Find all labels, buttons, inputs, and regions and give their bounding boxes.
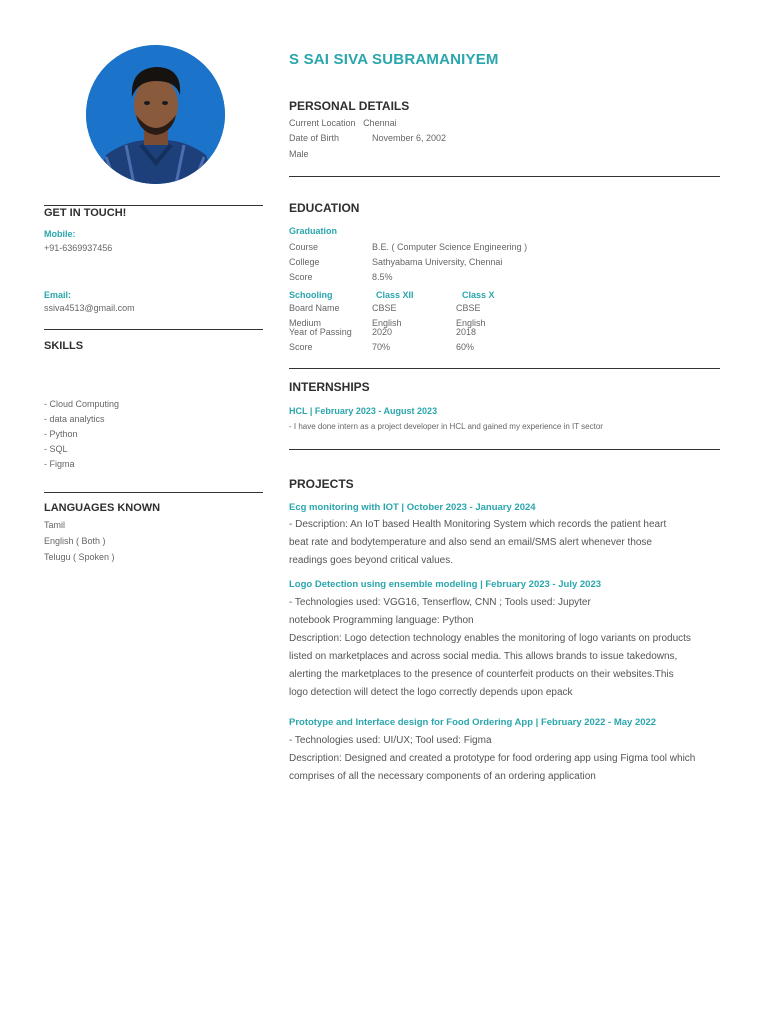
personal-row-dob — [289, 133, 339, 143]
project-line: - Description: An IoT based Health Monitoring System which records the patient heart — [289, 519, 667, 530]
contact-heading: GET IN TOUCH! — [44, 207, 127, 219]
class10-label: Class X — [462, 290, 495, 300]
project-line: logo detection will detect the logo correctly depends upon epack — [289, 687, 573, 698]
medium-c10: English — [456, 318, 486, 328]
mobile-label: Mobile: — [44, 229, 76, 239]
languages-list — [44, 520, 115, 568]
project-line: notebook Programming language: Python — [289, 615, 474, 626]
location-value: Chennai — [363, 118, 397, 128]
class12-label: Class XII — [376, 290, 414, 300]
project-3-heading: Prototype and Interface design for Food Ordering App | February 2022 - May 2022 — [289, 717, 657, 728]
list-item: - Figma — [44, 459, 75, 469]
score-value: 8.5% — [372, 272, 393, 282]
divider — [44, 329, 263, 330]
skills-heading: SKILLS — [44, 340, 84, 352]
divider — [289, 176, 720, 177]
education-heading: EDUCATION — [289, 201, 360, 215]
project-2-heading: Logo Detection using ensemble modeling | February 2023 - July 2023 — [289, 579, 602, 590]
project-line: Description: Logo detection technology enables the monitoring of logo variants on products — [289, 633, 691, 644]
languages-heading: LANGUAGES KNOWN — [44, 502, 161, 514]
personal-row-location — [289, 118, 397, 128]
year-label: Year of Passing — [289, 327, 352, 337]
profile-photo — [86, 45, 225, 184]
board-label: Board Name — [289, 303, 340, 313]
project-1-body — [289, 516, 729, 570]
list-item: - data analytics — [44, 414, 105, 424]
personal-details-heading: PERSONAL DETAILS — [289, 99, 410, 113]
project-line: Description: Designed and created a prototype for food ordering app using Figma tool which — [289, 753, 696, 764]
internships-heading: INTERNSHIPS — [289, 380, 370, 394]
project-line: beat rate and bodytemperature and also send an email/SMS alert whenever those — [289, 537, 652, 548]
project-line: comprises of all the necessary components of an ordering application — [289, 771, 596, 782]
gender-value: Male — [289, 149, 309, 159]
project-line: alerting the marketplaces to the presence of counterfeit products on their websites.This — [289, 669, 674, 680]
internship-detail: - I have done intern as a project developer in HCL and gained my experience in IT sector — [289, 422, 603, 431]
divider — [289, 368, 720, 369]
skills-list — [44, 399, 119, 474]
college-value: Sathyabama University, Chennai — [372, 257, 503, 267]
course-label: Course — [289, 242, 319, 252]
project-1-heading: Ecg monitoring with IOT | October 2023 - January 2024 — [289, 502, 536, 513]
school-score-c12: 70% — [372, 342, 391, 352]
college-label: College — [289, 257, 320, 267]
divider — [44, 205, 263, 206]
list-item: - Cloud Computing — [44, 399, 120, 409]
list-item: - Python — [44, 429, 78, 439]
project-line: listed on marketplaces and across social media. This allows brands to issue takedowns, — [289, 651, 678, 662]
course-value: B.E. ( Computer Science Engineering ) — [372, 242, 528, 252]
project-line: - Technologies used: VGG16, Tenserflow, CNN ; Tools used: Jupyter — [289, 597, 591, 608]
medium-label: Medium — [289, 318, 322, 328]
location-label: Current Location — [289, 118, 356, 128]
score-label: Score — [289, 272, 313, 282]
project-3-body — [289, 732, 729, 786]
project-line: - Technologies used: UI/UX; Tool used: Figma — [289, 735, 492, 746]
board-c12: CBSE — [372, 303, 397, 313]
schooling-label: Schooling — [289, 290, 333, 300]
project-2-body — [289, 594, 729, 702]
full-name: S SAI SIVA SUBRAMANIYEM — [289, 51, 499, 68]
list-item: Telugu ( Spoken ) — [44, 552, 115, 562]
graduation-label: Graduation — [289, 226, 338, 236]
divider — [44, 492, 263, 493]
school-score-c10: 60% — [456, 342, 475, 352]
mobile-value: +91-6369937456 — [44, 243, 113, 253]
dob-label: Date of Birth — [289, 133, 340, 143]
internship-heading: HCL | February 2023 - August 2023 — [289, 406, 438, 416]
board-c10: CBSE — [456, 303, 481, 313]
email-value[interactable]: ssiva4513@gmail.com — [44, 303, 135, 313]
projects-heading: PROJECTS — [289, 477, 354, 491]
email-label: Email: — [44, 290, 72, 300]
list-item: English ( Both ) — [44, 536, 106, 546]
divider — [289, 449, 720, 450]
year-c10: 2018 — [456, 327, 477, 337]
medium-c12: English — [372, 318, 402, 328]
year-c12: 2020 — [372, 327, 393, 337]
list-item: - SQL — [44, 444, 68, 454]
school-score-label: Score — [289, 342, 313, 352]
list-item: Tamil — [44, 520, 66, 530]
project-line: readings goes beyond critical values. — [289, 555, 453, 566]
dob-value: November 6, 2002 — [372, 133, 447, 143]
